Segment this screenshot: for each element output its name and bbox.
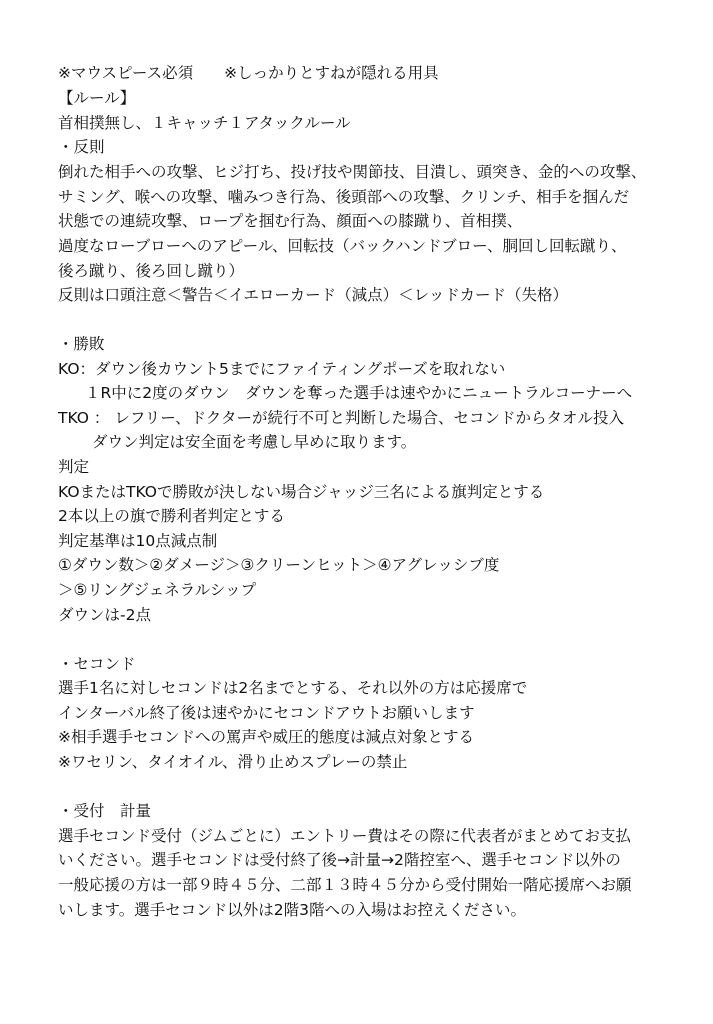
fouls-text-line: 倒れた相手への攻撃、ヒジ打ち、投げ技や関節技、目潰し、頭突き、金的への攻撃、 [58, 163, 647, 181]
fouls-text-line: 過度なローブローへのアピール、回転技（バックハンドブロー、胴回し回転蹴り、 [58, 237, 627, 255]
fouls-text-line: 状態での連続攻撃、ロープを掴む行為、顔面への膝蹴り、首相撲、 [58, 212, 523, 230]
equipment-note: ※マウスピース必須 ※しっかりとすねが隠れる用具 [58, 64, 439, 82]
rules-heading: 【ルール】 [58, 89, 136, 107]
reception-text-line: 一般応援の方は一部９時４５分、二部１３時４５分から受付開始一階応援席へお願 [58, 876, 632, 894]
decision-text-line: 判定基準は10点減点制 [58, 532, 218, 550]
criteria-line: ＞⑤リングジェネラルシップ [58, 581, 257, 599]
down-points: ダウンは-2点 [58, 606, 151, 624]
decision-text-line: KOまたはTKOで勝敗が決しない場合ジャッジ三名による旗判定とする [58, 483, 545, 501]
second-text-line: ※相手選手セコンドへの罵声や威圧的態度は減点対象とする [58, 728, 474, 746]
reception-text-line: いします。選手セコンド以外は2階3階への入場はお控えください。 [58, 901, 526, 919]
fouls-text-line: 後ろ蹴り、後ろ回し蹴り） [58, 262, 245, 280]
fouls-heading: ・反則 [58, 138, 105, 156]
second-text-line: ※ワセリン、タイオイル、滑り止めスプレーの禁止 [58, 753, 408, 771]
outcome-heading: ・勝敗 [58, 335, 105, 353]
down-judgement-note: ダウン判定は安全面を考慮し早めに取ります。 [92, 433, 417, 451]
second-heading: ・セコンド [58, 655, 136, 673]
reception-text-line: 選手セコンド受付（ジムごとに）エントリー費はその際に代表者がまとめてお支払 [58, 827, 631, 845]
reception-text-line: いください。選手セコンドは受付終了後→計量→2階控室へ、選手セコンド以外の [58, 851, 621, 869]
criteria-line: ①ダウン数＞②ダメージ＞③クリーンヒット＞④アグレッシブ度 [58, 556, 500, 574]
second-text-line: 選手1名に対しセコンドは2名までとする、それ以外の方は応援席で [58, 679, 528, 697]
penalty-scale: 反則は口頭注意＜警告＜イエローカード（減点）＜レッドカード（失格） [58, 286, 568, 304]
fouls-text-line: サミング、喉への攻撃、噛みつき行為、後頭部への攻撃、クリンチ、相手を掴んだ [58, 188, 630, 206]
rules-summary: 首相撲無し、１キャッチ１アタックルール [58, 114, 351, 132]
reception-heading: ・受付 計量 [58, 802, 152, 820]
knockdown-rule: １R中に2度のダウン ダウンを奪った選手は速やかにニュートラルコーナーへ [85, 384, 633, 402]
ko-rule: KO：ダウン後カウント5までにファイティングポーズを取れない [58, 360, 506, 378]
tko-rule: TKO ： レフリー、ドクターが続行不可と判断した場合、セコンドからタオル投入 [58, 409, 624, 427]
decision-heading: 判定 [58, 458, 90, 476]
second-text-line: インターバル終了後は速やかにセコンドアウトお願いします [58, 704, 475, 722]
decision-text-line: 2本以上の旗で勝利者判定とする [58, 507, 285, 525]
